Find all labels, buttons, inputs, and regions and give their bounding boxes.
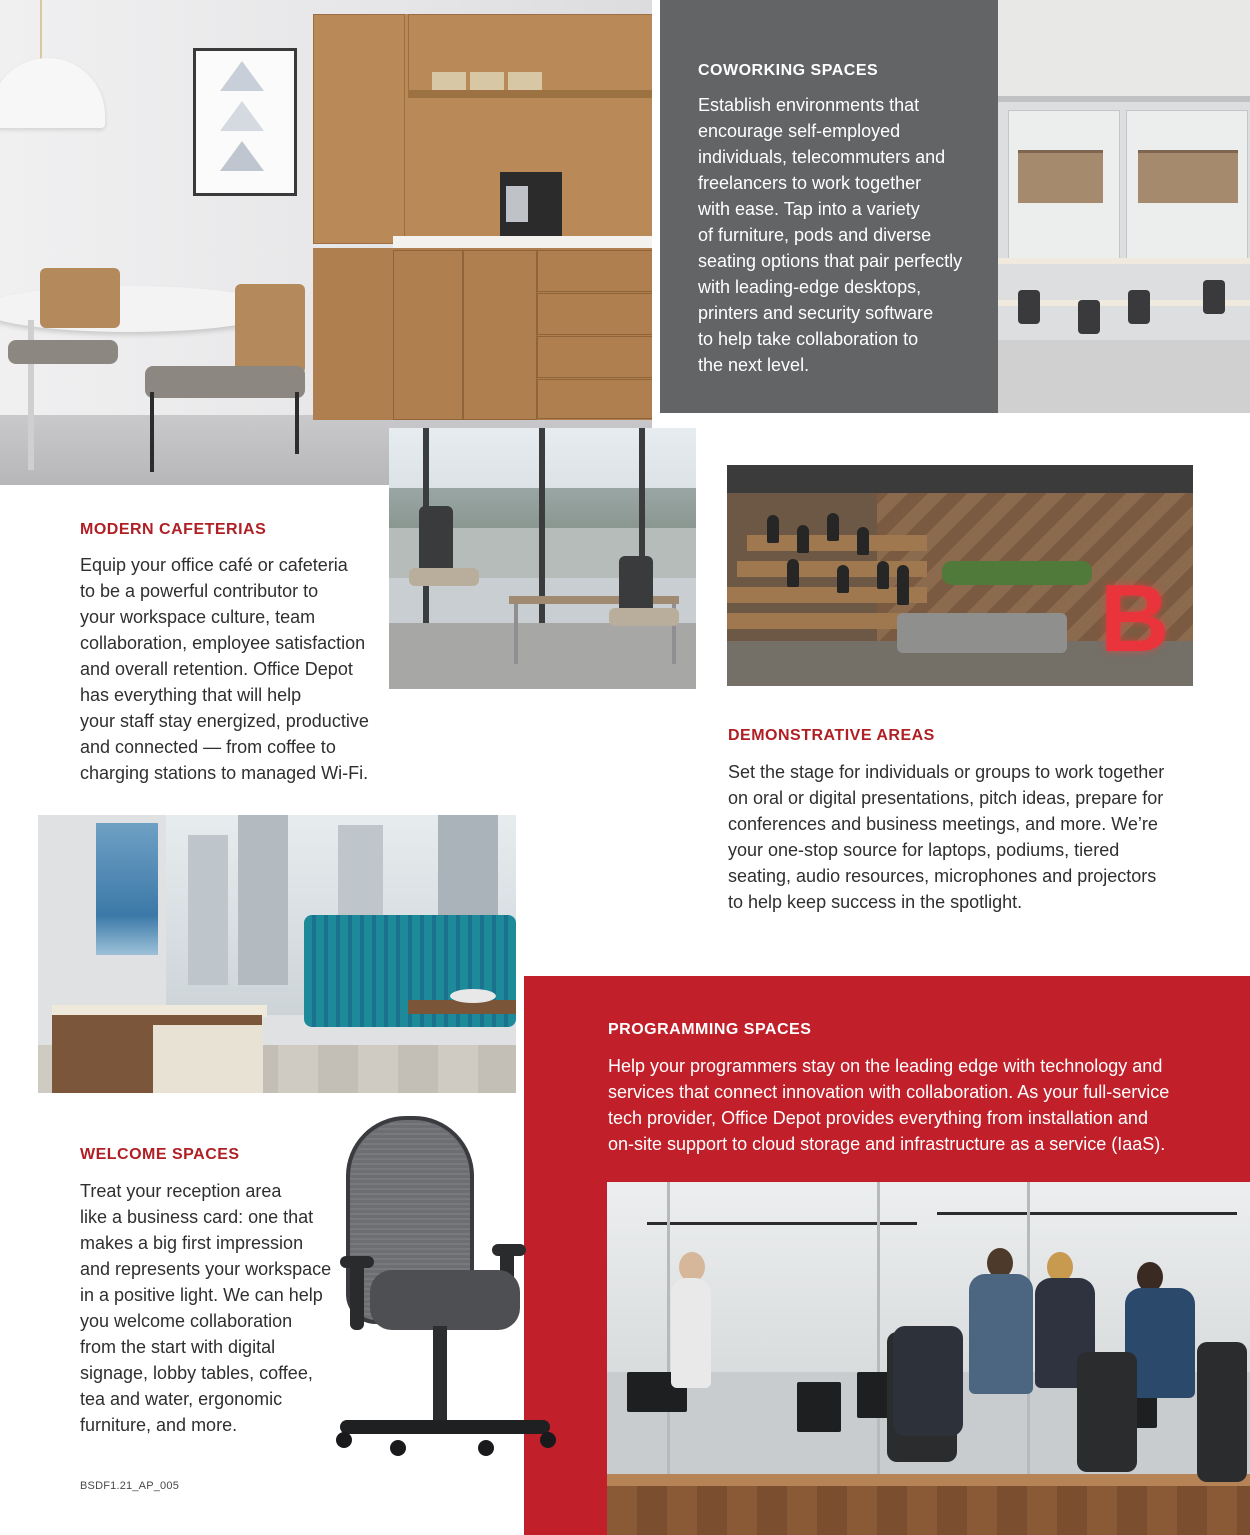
reception-photo <box>38 815 516 1093</box>
programming-heading: PROGRAMMING SPACES <box>608 1021 812 1038</box>
lounge-sofa <box>897 613 1067 653</box>
programming-photo <box>607 1182 1250 1535</box>
cafeterias-body: Equip your office café or cafeteria to be a powerful contributor to your workspace culture, team collaboration, employee satisfaction and overall retention. Office Depot has everything that will help your staff stay energized, productive and connected — from coffee to charging stations to managed Wi-Fi. <box>80 555 369 783</box>
wall-art <box>193 48 297 196</box>
coworking-panel <box>660 0 998 413</box>
lower-cabinet <box>313 248 652 420</box>
page-code: BSDF1.21_AP_005 <box>80 1480 180 1492</box>
wall-painting <box>96 823 158 955</box>
ergonomic-chair <box>320 1110 580 1500</box>
demonstrative-heading: DEMONSTRATIVE AREAS <box>728 727 935 744</box>
cafeterias-heading: MODERN CAFETERIAS <box>80 521 267 538</box>
coworking-heading: COWORKING SPACES <box>698 62 879 79</box>
demonstrative-body: Set the stage for individuals or groups to work together on oral or digital presentations, pitch ideas, prepare for conferences and business meetings, and more. We’re your one-stop source for laptops, podiums, tiered seating, audio resources, microphones and projectors to help keep success in the spotlight. <box>728 762 1165 912</box>
welcome-heading: WELCOME SPACES <box>80 1146 240 1163</box>
welcome-body: Treat your reception area like a business card: one that makes a big first impression and represents your workspace in a positive light. We can help you welcome collaboration from the start with digital signage, lobby tables, coffee, tea and water, ergonomic furniture, and more. <box>80 1181 332 1435</box>
demonstrative-area-photo <box>727 465 1193 686</box>
coworking-body: Establish environments that encourage self-employed individuals, telecommuters and freelancers to work together with ease. Tap into a variety of furniture, pods and diverse seating options that pair perfectly with leading-edge desktops, printers and security software to help take collaboration to the next level. <box>698 95 963 375</box>
upper-cabinet <box>313 14 652 244</box>
neon-sign: B <box>1100 565 1170 672</box>
office-window-photo <box>389 428 696 689</box>
coffee-machine <box>500 172 562 236</box>
programming-body: Help your programmers stay on the leading edge with technology and services that connect innovation with collaboration. As your full-service tech provider, Office Depot provides everything from installation and on-site support to cloud storage and infrastructure as a service (IaaS). <box>608 1056 1170 1154</box>
coworking-photo <box>998 0 1250 413</box>
cafeteria-photo <box>0 0 652 485</box>
